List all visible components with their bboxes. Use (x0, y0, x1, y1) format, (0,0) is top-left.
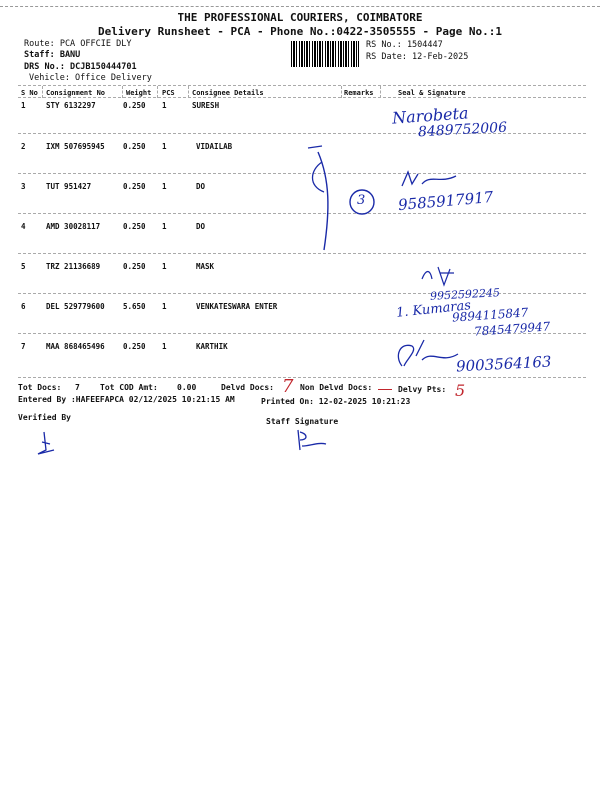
route-label: Route: PCA OFFCIE DLY (24, 39, 132, 49)
handwritten-signature-mark (392, 336, 462, 372)
row-weight: 0.250 (123, 182, 146, 191)
staff-signature (294, 428, 328, 454)
row-consignment: DEL 529779600 (46, 302, 105, 311)
row-consignee: DO (196, 222, 206, 231)
row-pcs: 1 (162, 222, 167, 231)
row-consignment: AMD 30028117 (46, 222, 101, 231)
delvy-pts-label: Delvy Pts: (398, 385, 447, 394)
col-pcs: PCS (162, 89, 175, 97)
row-sno: 4 (21, 222, 26, 231)
delvd-docs-label: Delvd Docs: (221, 383, 274, 392)
col-consignment: Consignment No (46, 89, 106, 97)
col-weight: Weight (126, 89, 152, 97)
verified-signature (34, 428, 58, 460)
row-sno: 6 (21, 302, 26, 311)
table-header-bottom-rule (18, 97, 586, 98)
row-pcs: 1 (162, 342, 167, 351)
row-weight: 0.250 (123, 101, 146, 110)
row-consignee: DO (196, 182, 206, 191)
printed-on: Printed On: 12-02-2025 10:21:23 (261, 397, 411, 406)
runsheet-title: Delivery Runsheet - PCA - Phone No.:0422-3505555 - Page No.:1 (98, 25, 502, 38)
handwritten-phone: 7845479947 (473, 319, 551, 339)
rs-date: RS Date: 12-Feb-2025 (366, 52, 469, 62)
col-remarks: Remarks (344, 89, 374, 97)
top-dashed-rule (0, 6, 600, 7)
entered-by: Entered By :HAFEEFAPCA 02/12/2025 10:21:15 AM (18, 395, 235, 404)
staff-signature-label: Staff Signature (266, 417, 339, 426)
row-sno: 7 (21, 342, 26, 351)
row-consignee: VENKATESWARA ENTER (196, 302, 278, 311)
row-sno: 1 (21, 101, 26, 110)
row-sno: 2 (21, 142, 26, 151)
row-pcs: 1 (162, 142, 167, 151)
handwritten-signature-mark (400, 168, 460, 190)
handwritten-circled-number: 3 (357, 193, 366, 208)
row-weight: 0.250 (123, 262, 146, 271)
handwritten-phone: 8489752006 (417, 119, 508, 141)
row-sno: 5 (21, 262, 26, 271)
row-consignee: SURESH (192, 101, 220, 110)
col-sno: S No (21, 89, 38, 97)
barcode-image (291, 41, 359, 67)
col-seal-signature: Seal & Signature (398, 89, 466, 97)
row-sno: 3 (21, 182, 26, 191)
row-weight: 0.250 (123, 222, 146, 231)
vehicle-label: Vehicle: Office Delivery (29, 73, 152, 83)
tot-cod-value: 0.00 (177, 383, 197, 392)
tot-cod-label: Tot COD Amt: (100, 383, 158, 392)
delvd-docs-value: 7 (282, 376, 294, 397)
row-consignment: IXM 507695945 (46, 142, 105, 151)
handwritten-name: Narobeta (391, 103, 470, 128)
table-header-top-rule (18, 85, 586, 86)
row-pcs: 1 (162, 302, 167, 311)
row-weight: 0.250 (123, 142, 146, 151)
rs-number: RS No.: 1504447 (366, 40, 443, 50)
row-weight: 0.250 (123, 342, 146, 351)
row-consignment: TRZ 21136689 (46, 262, 101, 271)
row-pcs: 1 (162, 262, 167, 271)
handwritten-bracket-mark (300, 140, 410, 260)
handwritten-phone: 9003564163 (455, 352, 552, 376)
row-consignment: TUT 951427 (46, 182, 92, 191)
row-consignment: STY 6132297 (46, 101, 96, 110)
handwritten-name: 1. Kumaras (395, 298, 472, 321)
tot-docs-value: 7 (75, 383, 80, 392)
non-delvd-dash-mark (378, 389, 392, 390)
row-pcs: 1 (162, 101, 167, 110)
verified-by-label: Verified By (18, 413, 71, 422)
drs-number: DRS No.: DCJB150444701 (24, 62, 137, 72)
row-consignee: VIDAILAB (196, 142, 233, 151)
staff-label: Staff: BANU (24, 50, 81, 60)
handwritten-phone: 9585917917 (397, 187, 495, 215)
handwritten-phone: 9952592245 (429, 286, 501, 303)
row-consignee: KARTHIK (196, 342, 228, 351)
row-divider (18, 293, 586, 294)
row-pcs: 1 (162, 182, 167, 191)
row-consignment: MAA 868465496 (46, 342, 105, 351)
row-divider (18, 377, 586, 378)
delvy-pts-value: 5 (455, 381, 466, 400)
handwritten-signature-mark (420, 265, 460, 287)
col-consignee: Consignee Details (192, 89, 264, 97)
row-consignee: MASK (196, 262, 215, 271)
non-delvd-docs-label: Non Delvd Docs: (300, 383, 373, 392)
row-weight: 5.650 (123, 302, 146, 311)
handwritten-phone: 9894115847 (451, 305, 529, 325)
tot-docs-label: Tot Docs: (18, 383, 62, 392)
company-title: THE PROFESSIONAL COURIERS, COIMBATORE (177, 11, 423, 24)
